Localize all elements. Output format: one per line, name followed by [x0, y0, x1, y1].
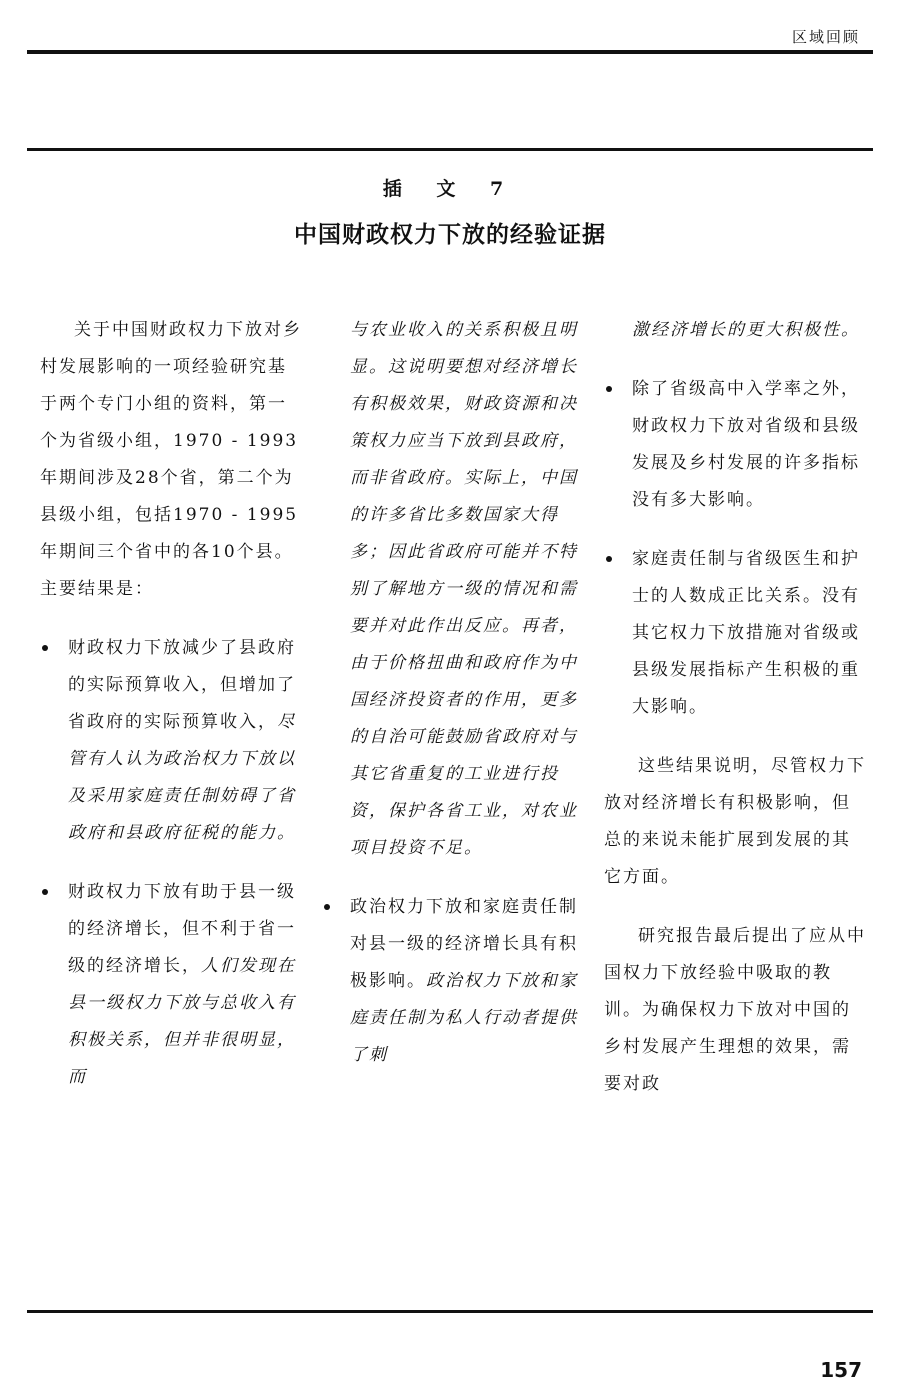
bullet-3-continuation: 激经济增长的更大积极性。	[632, 320, 860, 340]
page-number: 157	[820, 1358, 862, 1382]
bullet-item-2	[40, 874, 302, 1096]
intro-paragraph: 关于中国财政权力下放对乡村发展影响的一项经验研究基于两个专门小组的资料，第一个为省级小组，1970 - 1993年期间涉及28个省，第二个为县级小组，包括1970 - 1995年期间三个省中的各10个县。主要结果是：	[40, 320, 302, 599]
box-title: 中国财政权力下放的经验证据	[294, 221, 606, 248]
bullet-3-text: 政治权力下放和家庭责任制对县一级的经济增长具有积极影响。	[350, 897, 578, 991]
bullet-item-5: 家庭责任制与省级医生和护士的人数成正比关系。没有其它权力下放措施对省级或县级发展指标产生积极的重大影响。	[604, 541, 866, 726]
lessons-paragraph: 研究报告最后提出了应从中国权力下放经验中吸取的教训。为确保权力下放对中国的乡村发展产生理想的效果，需要对政	[604, 926, 866, 1094]
column-1	[40, 312, 302, 1096]
bullet-3-italic-text: 政治权力下放和家庭责任制为私人行动者提供了刺	[350, 971, 578, 1065]
column-2	[322, 312, 584, 1074]
bullet-2-continuation: 与农业收入的关系积极且明显。这说明要想对经济增长有积极效果，财政资源和决策权力应当下放到县政府，而非省政府。实际上，中国的许多省比多数国家大得多；因此省政府可能并不特别了解地方一级的情况和需要并对此作出反应。再者，由于价格扭曲和政府作为中国经济投资者的作用，更多的自治可能鼓励省政府对与其它省重复的工业进行投资，保护各省工业，对农业项目投资不足。	[350, 320, 578, 858]
bullet-2-text: 财政权力下放有助于县一级的经济增长，但不利于省一级的经济增长，	[68, 882, 296, 976]
header-rule	[27, 50, 873, 54]
box-label: 插 文 7	[382, 178, 518, 200]
footer-rule	[27, 1310, 873, 1313]
bullet-1-italic-text: 尽管有人认为政治权力下放以及采用家庭责任制妨碍了省政府和县政府征税的能力。	[68, 712, 296, 843]
box-top-rule	[27, 148, 873, 151]
section-label: 区域回顾	[791, 28, 860, 46]
bullet-item-4: 除了省级高中入学率之外，财政权力下放对省级和县级发展及乡村发展的许多指标没有多大影响。	[604, 371, 866, 519]
column-3	[604, 312, 866, 1103]
conclusion-paragraph: 这些结果说明，尽管权力下放对经济增长有积极影响，但总的来说未能扩展到发展的其它方面。	[604, 756, 866, 887]
bullet-2-italic-text: 人们发现在县一级权力下放与总收入有积极关系，但并非很明显，而	[68, 956, 296, 1087]
bullet-item-3	[322, 889, 584, 1074]
bullet-1-text: 财政权力下放减少了县政府的实际预算收入，但增加了省政府的实际预算收入，	[68, 638, 296, 732]
bullet-item-1	[40, 630, 302, 852]
